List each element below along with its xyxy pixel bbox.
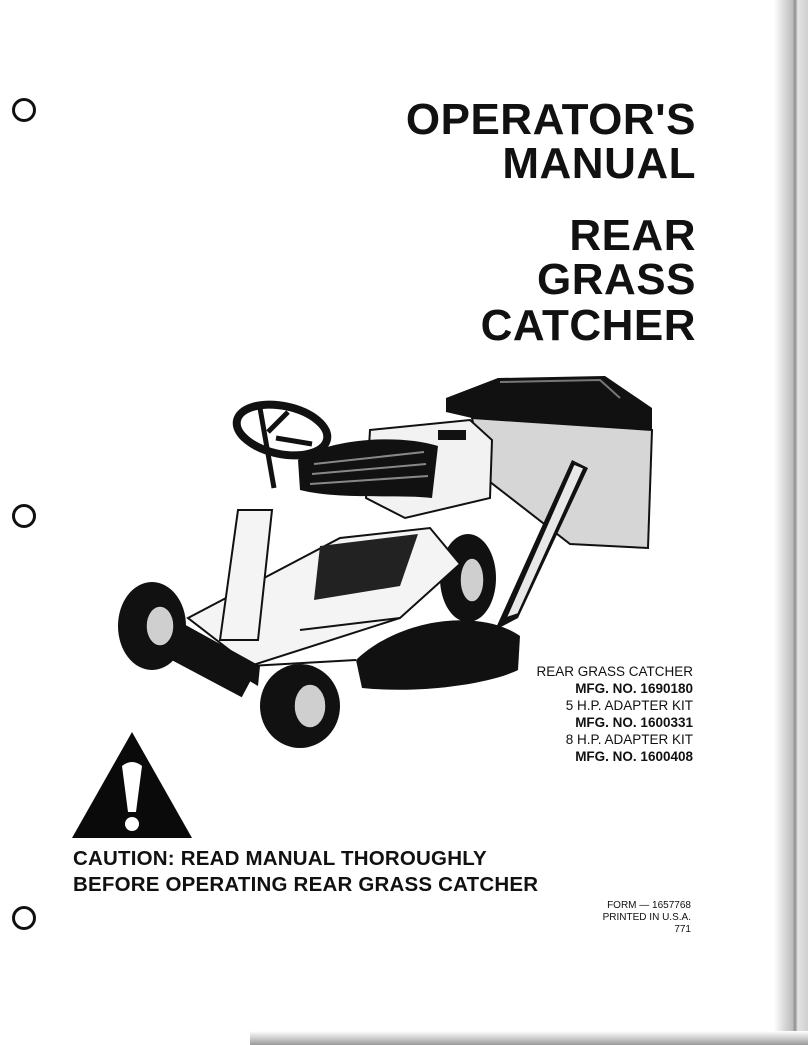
spec-line: REAR GRASS CATCHER — [536, 664, 693, 679]
page-bottom-shadow — [250, 1031, 808, 1045]
spec-line: MFG. NO. 1600408 — [575, 749, 693, 764]
form-code: 771 — [674, 924, 691, 935]
title-line-rear: REAR — [569, 211, 696, 260]
printed-in: PRINTED IN U.S.A. — [602, 912, 691, 923]
title-line-operators: OPERATOR'S — [405, 95, 696, 144]
caution-line-1: CAUTION: READ MANUAL THOROUGHLY — [73, 847, 487, 870]
title-line-grass: GRASS — [537, 255, 696, 304]
spec-line: MFG. NO. 1690180 — [575, 681, 693, 696]
spec-line: MFG. NO. 1600331 — [575, 715, 693, 730]
page-edge-shadow — [774, 0, 808, 1045]
spec-line: 5 H.P. ADAPTER KIT — [565, 698, 693, 713]
spec-line: 8 H.P. ADAPTER KIT — [565, 732, 693, 747]
punch-hole-middle — [12, 504, 36, 528]
title-line-manual: MANUAL — [502, 139, 696, 188]
title-line-catcher: CATCHER — [480, 301, 696, 350]
form-number: FORM — 1657768 — [607, 900, 691, 911]
form-info — [603, 900, 691, 936]
model-numbers — [536, 663, 693, 765]
exclamation-triangle-icon — [70, 730, 194, 840]
punch-hole-bottom — [12, 906, 36, 930]
punch-hole-top — [12, 98, 36, 122]
caution-line-2: BEFORE OPERATING REAR GRASS CATCHER — [73, 873, 539, 896]
caution-notice — [73, 846, 538, 898]
